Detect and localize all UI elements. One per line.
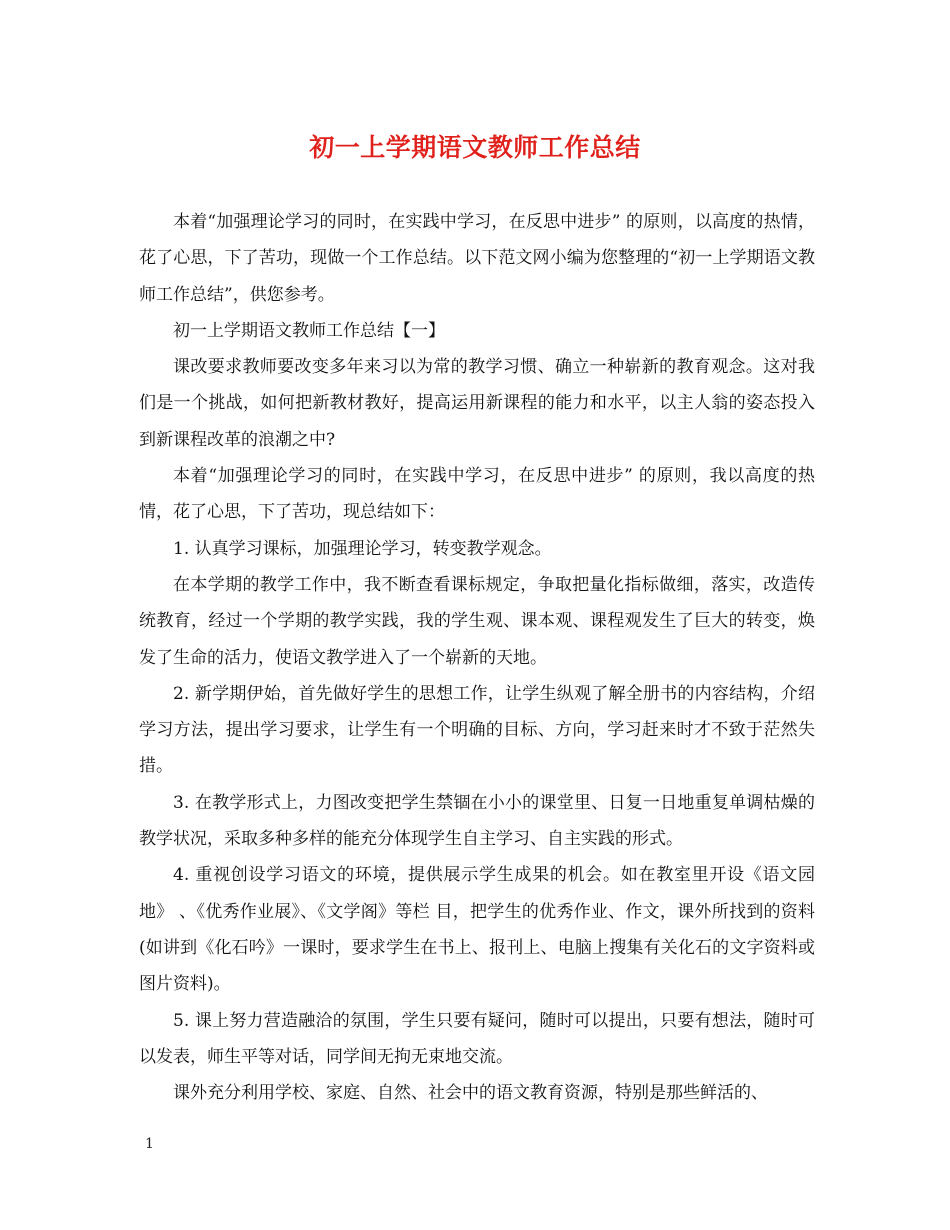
paragraph-section-heading: 初一上学期语文教师工作总结【一】 <box>173 320 445 341</box>
paragraph-item-2: 2. 新学期伊始，首先做好学生的思想工作，让学生纵观了解全册书的内容结构，介绍学习方法，提出学习要求，让学生有一个明确的目标、方向，学习赶来时才不致于茫然失措。 <box>139 683 815 777</box>
paragraph-principle: 本着“加强理论学习的同时，在实践中学习，在反思中进步” 的原则，我以高度的热情，花了心思，下了苦功，现总结如下： <box>139 466 815 523</box>
page-number: 1 <box>145 1136 154 1152</box>
paragraph-item-1: 1. 认真学习课标，加强理论学习，转变教学观念。 <box>173 538 552 559</box>
document-title: 初一上学期语文教师工作总结 <box>309 133 641 162</box>
paragraph-item-4: 4. 重视创设学习语文的环境，提供展示学生成果的机会。如在教室里开设《语文园地》 、《优秀作业展》、《文学阁》等栏 目，把学生的优秀作业、作文，课外所找到的资料(如讲到《化石吟》一课时，要求学生在书上、报刊上、电脑上搜集有关化石的文字资料或图片资料)。 <box>139 865 815 995</box>
paragraph-item-1-detail: 在本学期的教学工作中，我不断查看课标规定，争取把量化指标做细，落实，改造传统教育，经过一个学期的教学实践，我的学生观、课本观、课程观发生了巨大的转变，焕发了生命的活力，使语文教学进入了一个崭新的天地。 <box>139 574 815 668</box>
paragraph-intro: 本着“加强理论学习的同时，在实践中学习，在反思中进步” 的原则，以高度的热情，花了心思，下了苦功，现做一个工作总结。以下范文网小编为您整理的“初一上学期语文教师工作总结”，供您参考。 <box>139 212 815 305</box>
paragraph-reform: 课改要求教师要改变多年来习以为常的教学习惯、确立一种崭新的教育观念。这对我们是一个挑战，如何把新教材教好，提高运用新课程的能力和水平，以主人翁的姿态投入到新课程改革的浪潮之中? <box>139 357 815 450</box>
paragraph-item-5: 5. 课上努力营造融洽的氛围，学生只要有疑问，随时可以提出，只要有想法，随时可以发表，师生平等对话，同学间无拘无束地交流。 <box>139 1010 815 1067</box>
document-body <box>139 204 815 1111</box>
paragraph-item-3: 3. 在教学形式上，力图改变把学生禁锢在小小的课堂里、日复一日地重复单调枯燥的教学状况，采取多种多样的能充分体现学生自主学习、自主实践的形式。 <box>139 792 815 850</box>
paragraph-extracurricular: 课外充分利用学校、家庭、自然、社会中的语文教育资源，特别是那些鲜活的、 <box>173 1083 768 1104</box>
